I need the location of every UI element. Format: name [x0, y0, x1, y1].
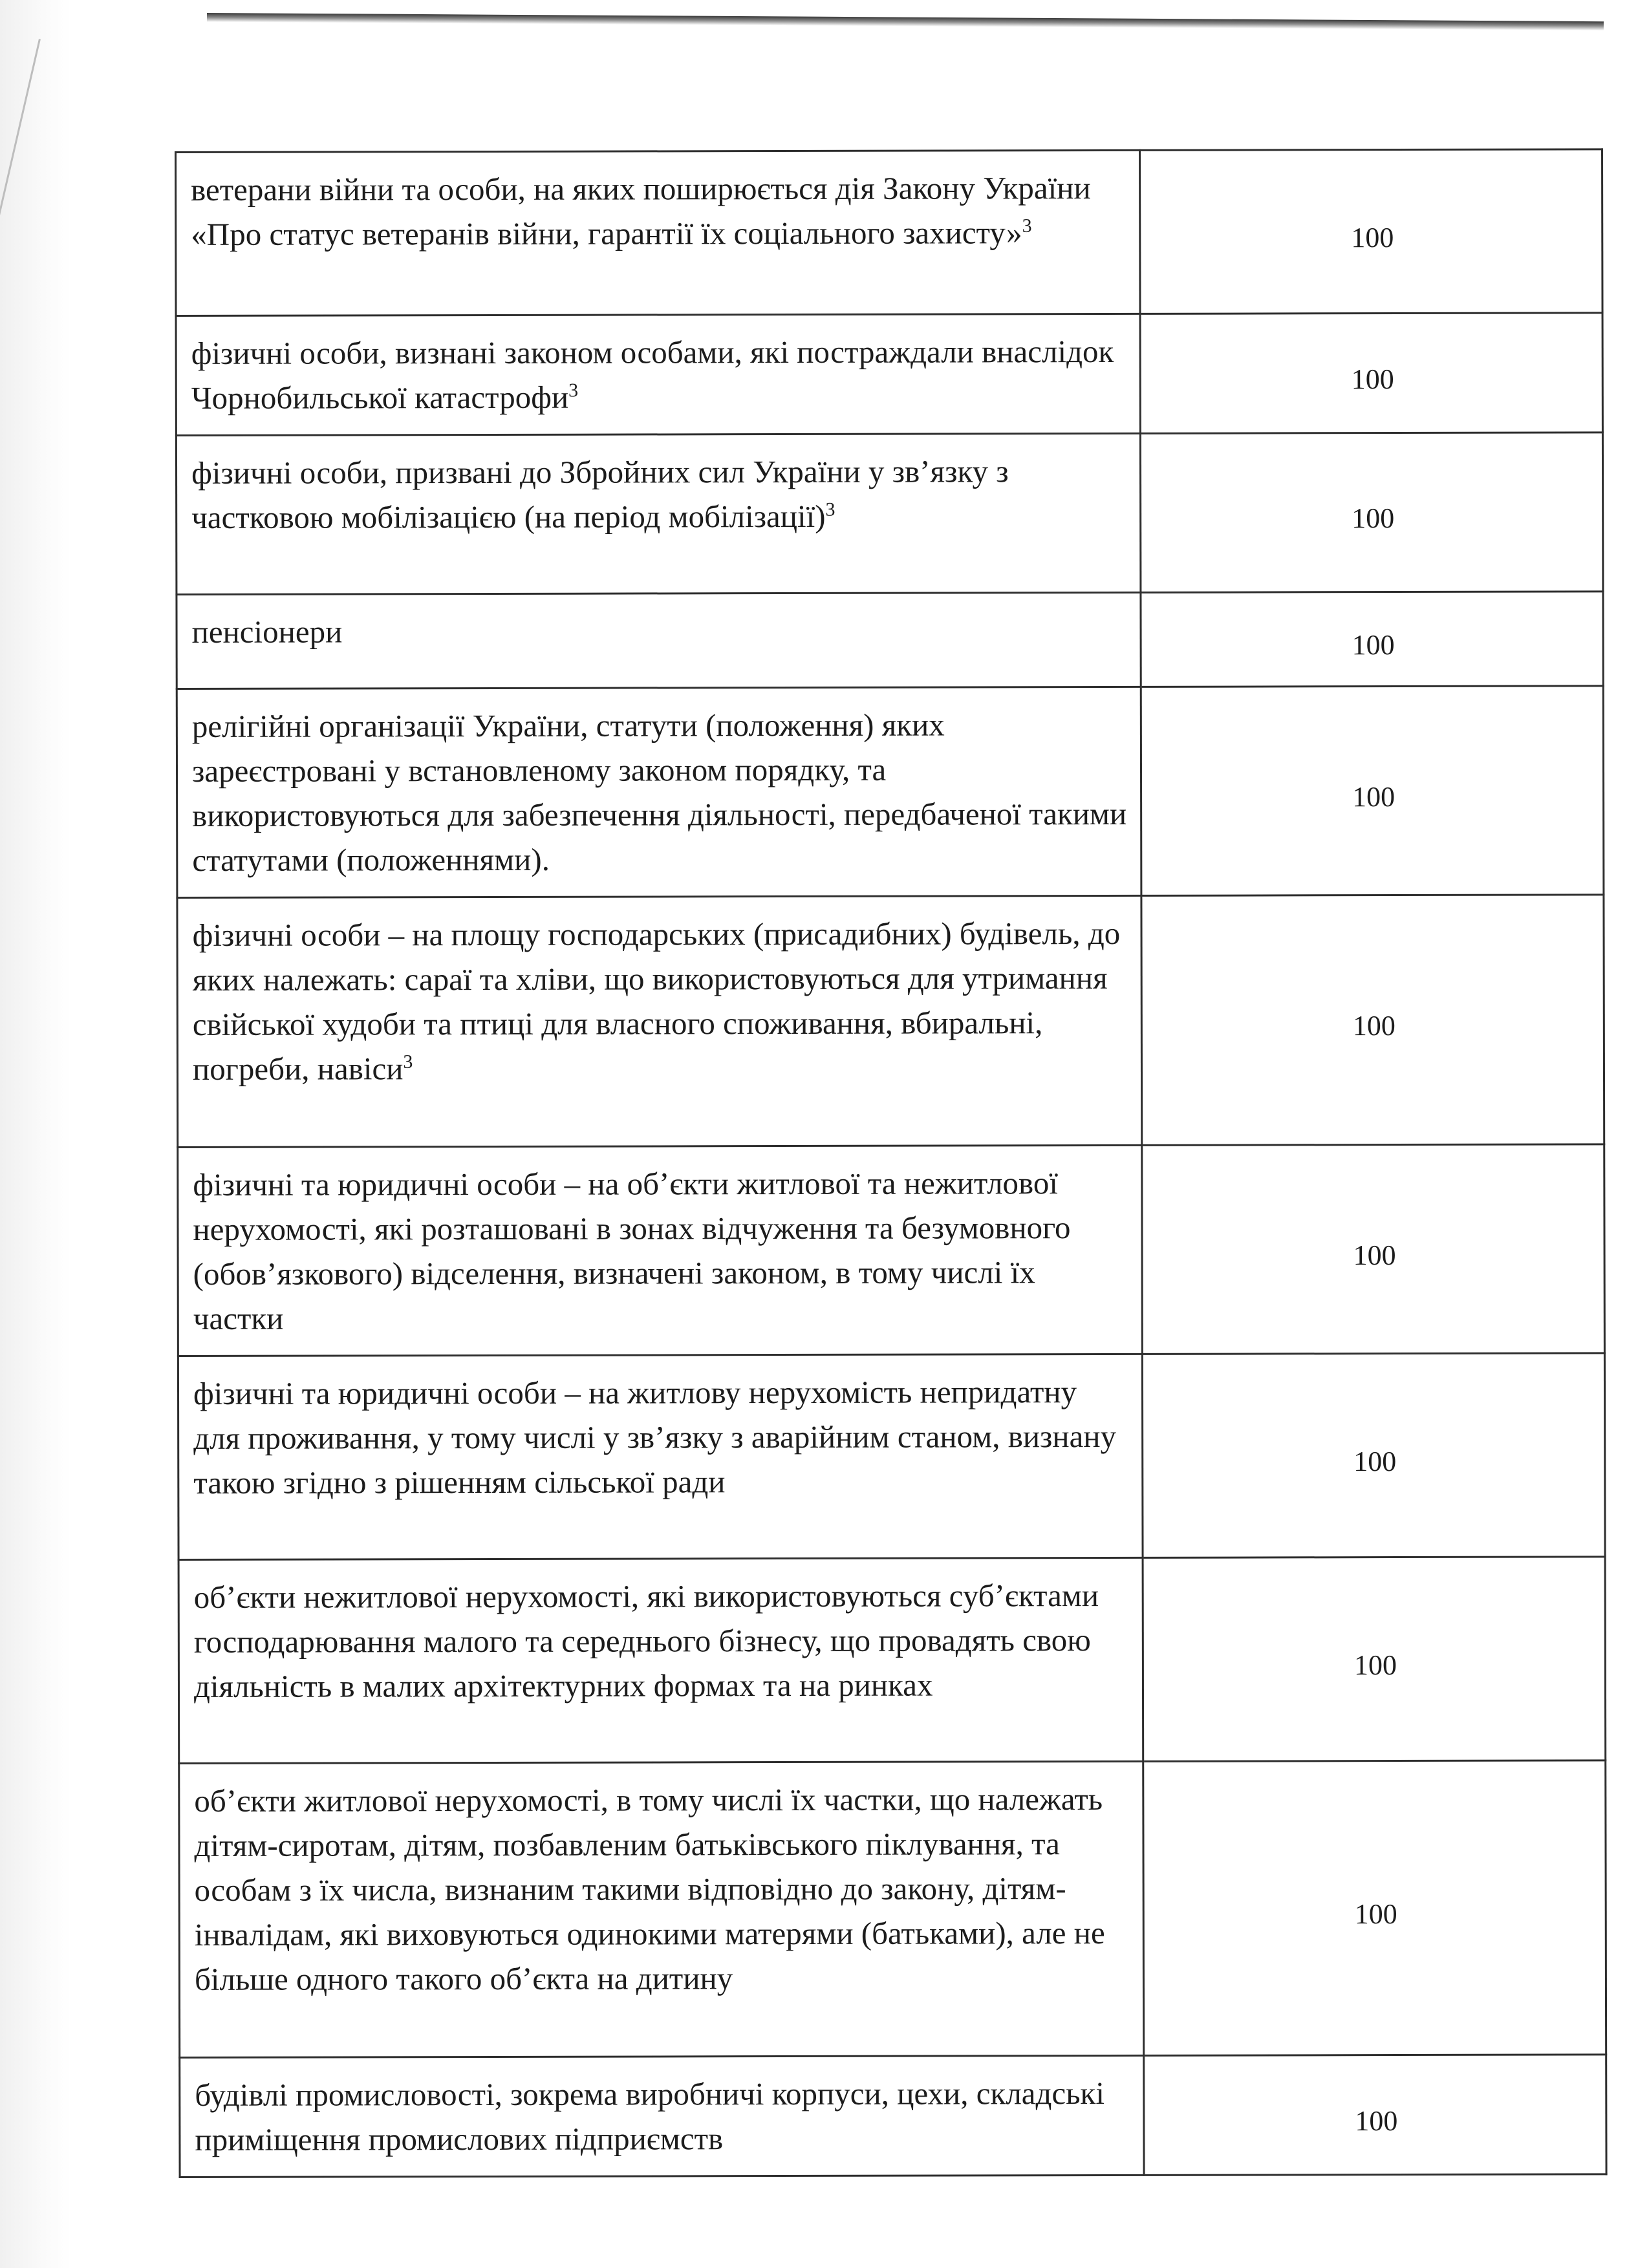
benefits-table: [175, 148, 1608, 2178]
table-row: [178, 1353, 1605, 1560]
row-description: фізичні особи, призвані до Збройних сил України у зв’язку з частковою мобілізацією (на період мобілізації): [191, 453, 1009, 535]
row-rate-cell: [1142, 1353, 1605, 1557]
row-rate-cell: [1141, 592, 1603, 687]
row-description: будівлі промисловості, зокрема виробничі корпуси, цехи, складські приміщення промислових підприємств: [195, 2075, 1105, 2157]
table-row: [176, 149, 1603, 316]
row-rate-cell: [1144, 2055, 1606, 2175]
row-description: релігійні організації України, статути (положення) яких зареєстровані у встановленому законом порядку, та використовуються для забезпечення діяльності, передбаченої такими статутами (положеннями).: [191, 707, 1127, 878]
row-description: пенсіонери: [191, 614, 343, 650]
row-description-cell: [178, 1557, 1143, 1763]
footnote-marker: 3: [825, 498, 835, 520]
row-rate-value: 100: [1353, 1445, 1397, 1477]
row-description-cell: [177, 592, 1141, 689]
row-rate-value: 100: [1353, 1649, 1397, 1681]
row-description-cell: [176, 314, 1140, 435]
row-rate-value: 100: [1354, 1898, 1397, 1930]
footnote-marker: 3: [1022, 215, 1032, 237]
row-rate-value: 100: [1351, 363, 1394, 395]
row-rate-value: 100: [1351, 221, 1394, 253]
table-row: [178, 1144, 1605, 1356]
row-description: об’єкти житлової нерухомості, в тому числі їх частки, що належать дітям-сиротам, дітям, позбавленим батьківського піклування, та особам з їх числа, визнаним такими відповідно до закону, дітям-інвалідам, які виховуються одинокими матерями (батьками), але не більше одного такого об’єкта на дитину: [194, 1781, 1105, 1997]
row-description: фізичні особи – на площу господарських (присадибних) будівель, до яких належать: сараї та хліви, що використовуються для утримання свійської худоби та птиці для власного споживання, вбиральні, погреби, навіси: [192, 915, 1121, 1087]
table-row: [178, 1557, 1606, 1764]
row-rate-cell: [1140, 313, 1602, 433]
scan-left-edge: [0, 0, 71, 2268]
row-description: фізичні та юридичні особи – на об’єкти житлової та нежитлової нерухомості, які розташовані в зонах відчуження та безумовного (обов’язкового) відселення, визначені законом, в тому числі їх частки: [193, 1165, 1071, 1336]
row-rate-cell: [1143, 1557, 1606, 1761]
row-description-cell: [178, 1354, 1143, 1559]
row-rate-cell: [1139, 149, 1602, 314]
row-description-cell: [177, 895, 1142, 1147]
row-description-cell: [180, 2055, 1144, 2177]
row-rate-cell: [1141, 686, 1604, 895]
row-rate-value: 100: [1352, 780, 1396, 813]
benefits-table-body: [176, 149, 1607, 2177]
row-rate-value: 100: [1353, 1239, 1396, 1271]
row-description: фізичні особи, визнані законом особами, які постраждали внаслідок Чорнобильської катастрофи: [191, 333, 1114, 416]
row-description-cell: [176, 150, 1141, 316]
scan-top-edge: [207, 13, 1604, 30]
row-rate-value: 100: [1352, 1010, 1396, 1042]
row-description-cell: [177, 687, 1141, 897]
table-row: [179, 1760, 1606, 2058]
row-rate-cell: [1141, 895, 1604, 1145]
row-rate-cell: [1140, 433, 1603, 592]
table-row: [176, 433, 1603, 595]
row-description: об’єкти нежитлової нерухомості, які використовуються суб’єктами господарювання малого та середнього бізнесу, що провадять свою діяльність в малих архітектурних формах та на ринках: [193, 1578, 1099, 1704]
row-description-cell: [176, 433, 1141, 594]
table-row: [180, 2055, 1606, 2177]
row-rate-value: 100: [1352, 629, 1395, 661]
table-row: [177, 686, 1604, 898]
row-rate-value: 100: [1355, 2104, 1398, 2137]
row-rate-cell: [1143, 1760, 1606, 2055]
row-description-cell: [179, 1761, 1144, 2057]
row-rate-value: 100: [1352, 502, 1395, 535]
table-row: [177, 895, 1604, 1148]
row-description: фізичні та юридичні особи – на житлову нерухомість непридатну для проживання, у тому числі у зв’язку з аварійним станом, визнану такою згідно з рішенням сільської ради: [193, 1374, 1117, 1501]
row-description: ветерани війни та особи, на яких поширюється дія Закону України «Про статус ветеранів війни, гарантії їх соціального захисту»: [191, 170, 1091, 252]
footnote-marker: 3: [568, 380, 579, 401]
table-row: [176, 313, 1602, 436]
row-rate-cell: [1142, 1144, 1605, 1354]
footnote-marker: 3: [403, 1051, 413, 1073]
table-row: [177, 592, 1603, 689]
row-description-cell: [178, 1145, 1143, 1356]
